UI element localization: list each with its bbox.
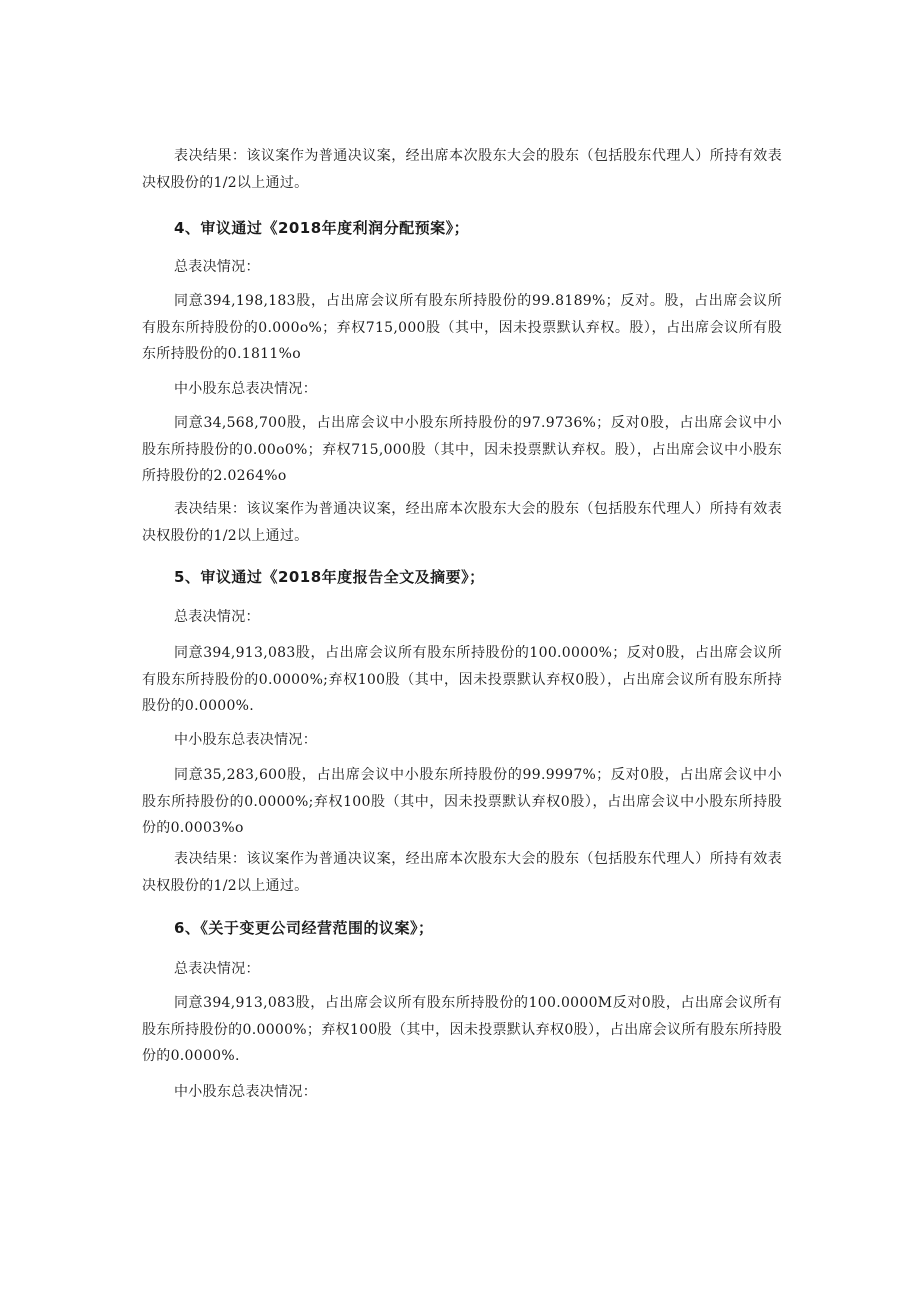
section-4-minor-text: 同意34,568,700股，占出席会议中小股东所持股份的97.9736%；反对0股，占出席会议中小股东所持股份的0.00o0%；弃权715,000股（其中，因未投票默认弃权。股），占出席会议中小股东所持股份的2.0264%o — [142, 415, 782, 484]
section-5-minor-label: 中小股东总表决情况： — [174, 732, 317, 748]
section-6-heading: 6、《关于变更公司经营范围的议案》； — [174, 919, 434, 937]
section-4-total-text: 同意394,198,183股，占出席会议所有股东所持股份的99.8189%；反对。股，占出席会议所有股东所持股份的0.000o%；弃权715,000股（其中，因未投票默认弃权。股），占出席会议所有股东所持股份的0.1811%o — [142, 293, 782, 362]
section-5-total-label: 总表决情况： — [174, 609, 260, 625]
section-6-total-label: 总表决情况： — [174, 961, 260, 977]
section-4-heading: 4、审议通过《2018年度利润分配预案》； — [174, 219, 470, 237]
section-4-result: 表决结果：该议案作为普通决议案，经出席本次股东大会的股东（包括股东代理人）所持有效表决权股份的1/2以上通过。 — [142, 501, 782, 544]
section-5-result: 表决结果：该议案作为普通决议案，经出席本次股东大会的股东（包括股东代理人）所持有效表决权股份的1/2以上通过。 — [142, 851, 782, 894]
section-4-total-label: 总表决情况： — [174, 259, 260, 275]
section-5-minor-text: 同意35,283,600股，占出席会议中小股东所持股份的99.9997%；反对0股，占出席会议中小股东所持股份的0.0000%;弃权100股（其中，因未投票默认弃权0股），占出席会议中小股东所持股份的0.0003%o — [142, 767, 782, 836]
section-6-minor-label: 中小股东总表决情况： — [174, 1084, 317, 1100]
section-6-total-text: 同意394,913,083股，占出席会议所有股东所持股份的100.0000M反对0股，占出席会议所有股东所持股份的0.0000%；弃权100股（其中，因未投票默认弃权0股），占出席会议所有股东所持股份的0.0000%. — [142, 995, 782, 1064]
section-5-total-text: 同意394,913,083股，占出席会议所有股东所持股份的100.0000%；反对0股，占出席会议所有股东所持股份的0.0000%;弃权100股（其中，因未投票默认弃权0股），占出席会议所有股东所持股份的0.0000%. — [142, 645, 782, 714]
section-4-minor-label: 中小股东总表决情况： — [174, 381, 317, 397]
section-3-result: 表决结果：该议案作为普通决议案，经出席本次股东大会的股东（包括股东代理人）所持有效表决权股份的1/2以上通过。 — [142, 148, 782, 191]
section-5-heading: 5、审议通过《2018年度报告全文及摘要》； — [174, 568, 485, 586]
